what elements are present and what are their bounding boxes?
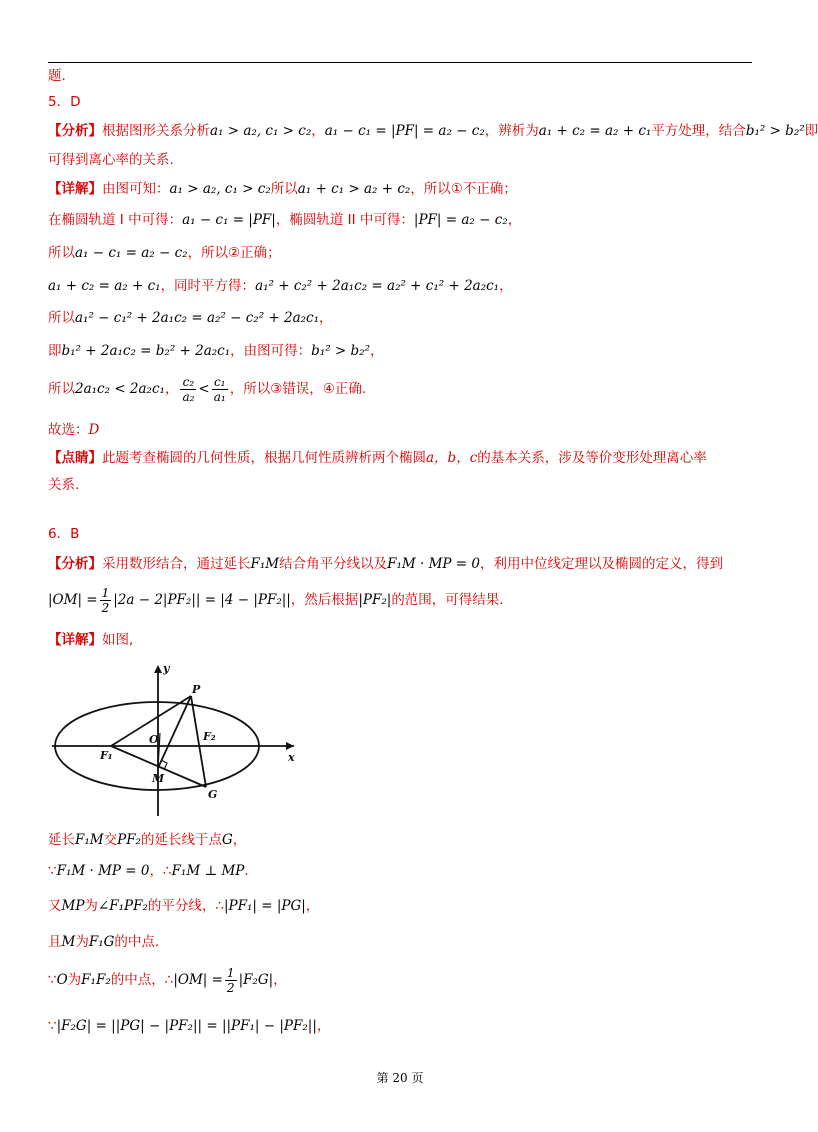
- text: ，辨析为: [484, 123, 539, 139]
- text: ，: [232, 832, 247, 848]
- formula: O: [56, 972, 68, 988]
- formula: F₁M · MP = 0: [387, 556, 480, 572]
- formula: MP: [61, 898, 85, 914]
- formula: a₁² + c₂² + 2a₁c₂ = a₂² + c₁² + 2a₂c₁: [255, 278, 500, 294]
- detail-tag: 【详解】: [48, 181, 102, 197]
- text: ，所以①不正确；: [410, 181, 517, 197]
- analysis-tag: 【分析】: [48, 556, 102, 572]
- text: 的范围，可得结果.: [391, 592, 504, 608]
- text: 所以: [270, 181, 298, 197]
- formula: a₁ − c₁ = |PF| = a₂ − c₂: [324, 123, 485, 139]
- text: 平方处理，结合: [651, 123, 746, 139]
- formula: a₁ + c₂ = a₂ + c₁: [48, 278, 161, 294]
- q5-heading: 5．D: [48, 94, 81, 110]
- text: 在椭圆轨道 I 中可得：: [48, 212, 183, 228]
- formula: a₁ + c₁ > a₂ + c₂: [297, 181, 411, 197]
- text: ，: [305, 898, 320, 914]
- text: ∵: [48, 1018, 57, 1034]
- q6-heading: 6．B: [48, 526, 80, 542]
- text: ∵: [48, 972, 57, 988]
- text: 即: [804, 123, 818, 139]
- text: ，: [164, 381, 179, 397]
- text: ，∴: [149, 863, 172, 879]
- text: ，: [499, 278, 513, 294]
- text: 交: [103, 832, 118, 848]
- denominator: a₁: [213, 389, 226, 404]
- page-number: 第 20 页: [376, 1071, 424, 1085]
- formula: a₁ − c₁ = a₂ − c₂: [75, 245, 188, 261]
- formula: F₁M: [75, 832, 104, 848]
- text: ，椭圆轨道 II 中可得：: [275, 212, 414, 228]
- text: 即: [48, 343, 62, 359]
- text: 的平分线，∴: [147, 898, 224, 914]
- text: ，: [370, 343, 384, 359]
- label-x: x: [288, 751, 295, 764]
- q6-step6: [48, 1016, 330, 1036]
- detail-tag: 【详解】: [48, 632, 102, 648]
- label-P: P: [192, 683, 201, 696]
- x-axis-arrow: [286, 742, 294, 750]
- formula: a₁ > a₂, c₁ > c₂: [169, 181, 271, 197]
- text: 所以: [48, 381, 75, 397]
- formula: a₁² − c₁² + 2a₁c₂ = a₂² − c₂² + 2a₂c₁: [75, 310, 320, 326]
- text: 根据图形关系分析: [102, 123, 210, 139]
- text: ，所以②正确；: [187, 245, 281, 261]
- formula: |PF₁| = |PG|: [223, 898, 306, 914]
- numerator: c₂: [180, 375, 196, 390]
- label-O: O: [149, 733, 159, 746]
- q5-detail-line7: [48, 374, 366, 404]
- formula: |F₂G| = ||PG| − |PF₂|| = ||PF₁| − |PF₂||: [56, 1018, 317, 1034]
- text: ，同时平方得：: [160, 278, 256, 294]
- label-F1: F₁: [100, 749, 113, 762]
- previous-fragment: 题.: [48, 68, 66, 84]
- formula: F₁F₂: [81, 972, 111, 988]
- formula: |PF₂|: [358, 592, 392, 608]
- analysis-tag: 【分析】: [48, 123, 102, 139]
- text: 所以: [48, 310, 75, 326]
- y-axis-arrow: [154, 665, 162, 673]
- formula: |2a − 2|PF₂|| = |4 − |PF₂||: [113, 592, 291, 608]
- q6-analysis-line2: [48, 585, 504, 615]
- label-y: y: [163, 662, 170, 675]
- formula: b₁² > b₂²: [311, 343, 370, 359]
- text: ，利用中位线定理以及椭圆的定义，得到: [479, 556, 723, 572]
- q5-choice: [48, 420, 99, 440]
- formula: b₁² > b₂²: [745, 123, 805, 139]
- denominator: 2: [101, 600, 110, 615]
- formula: ∠F₁PF₂: [97, 898, 148, 914]
- text: 采用数形结合，通过延长: [102, 556, 251, 572]
- formula: |OM| =: [48, 592, 98, 608]
- formula: |PF| = a₂ − c₂: [413, 212, 508, 228]
- text: 延长: [48, 832, 75, 848]
- q6-step4: [48, 932, 159, 952]
- text: 结合角平分线以及: [279, 556, 388, 572]
- formula: F₁M · MP = 0: [56, 863, 150, 879]
- numerator: 1: [226, 965, 235, 980]
- text: ，: [273, 972, 287, 988]
- formula: a₁ > a₂, c₁ > c₂: [210, 123, 312, 139]
- text: 为: [75, 934, 89, 950]
- text: ，: [319, 310, 333, 326]
- text: 且: [48, 934, 62, 950]
- q6-step2: [48, 861, 249, 881]
- q5-detail-line2: [48, 210, 521, 230]
- text: ，然后根据: [290, 592, 359, 608]
- q5-comment-line2: 关系.: [48, 477, 80, 493]
- text: ，: [316, 1018, 331, 1034]
- text: 由图可知：: [102, 181, 170, 197]
- text: 此题考查椭圆的几何性质，根据几何性质辨析两个椭圆: [102, 450, 426, 466]
- text: .: [244, 863, 249, 879]
- text: 为: [67, 972, 82, 988]
- formula: a₁ + c₂ = a₂ + c₁: [538, 123, 652, 139]
- fraction: [100, 586, 112, 615]
- q6-analysis-line1: [48, 554, 723, 574]
- q5-detail-line4: [48, 276, 513, 296]
- formula: a₁ − c₁ = |PF|: [182, 212, 276, 228]
- formula: M: [61, 934, 76, 950]
- text: 的中点.: [114, 934, 160, 950]
- formula: b₁² + 2a₁c₂ = b₂² + 2a₂c₁: [61, 343, 231, 359]
- text: 为: [84, 898, 98, 914]
- denominator: a₂: [182, 389, 195, 404]
- text: 又: [48, 898, 62, 914]
- q5-comment-line1: [48, 448, 707, 468]
- q6-detail-line: [48, 630, 133, 650]
- text: ，: [507, 212, 522, 228]
- formula: PF₂: [117, 832, 141, 848]
- q6-step1: [48, 830, 246, 850]
- formula: G: [221, 832, 233, 848]
- q5-detail-line5: [48, 308, 333, 328]
- text: 的基本关系，涉及等价变形处理离心率: [477, 450, 707, 466]
- numerator: 1: [101, 585, 110, 600]
- text: ，所以③错误，④正确.: [229, 381, 367, 397]
- formula: a，b，c: [426, 450, 478, 466]
- q5-detail-line1: [48, 179, 517, 199]
- fraction: [212, 375, 228, 404]
- fraction: [180, 375, 196, 404]
- text: 所以: [48, 245, 75, 261]
- text: ，由图可得：: [230, 343, 312, 359]
- text: ∵: [48, 863, 57, 879]
- q6-step5: [48, 965, 287, 995]
- q5-detail-line6: [48, 341, 384, 361]
- label-G: G: [208, 788, 218, 801]
- text: 故选：: [48, 422, 89, 438]
- q5-detail-line3: [48, 243, 281, 263]
- label-F2: F₂: [203, 730, 216, 743]
- formula: 2a₁c₂ < 2a₂c₁: [75, 381, 165, 397]
- q6-step3: [48, 896, 319, 916]
- formula: <: [198, 381, 210, 397]
- comment-tag: 【点睛】: [48, 450, 102, 466]
- text: 的中点，∴: [110, 972, 174, 988]
- label-M: M: [152, 772, 165, 785]
- ellipse-figure: [48, 660, 306, 822]
- numerator: c₁: [212, 375, 228, 390]
- text: 如图,: [102, 632, 134, 648]
- formula: |OM| =: [173, 972, 223, 988]
- q5-analysis-line1: [48, 121, 818, 141]
- text: ，: [311, 123, 325, 139]
- q5-analysis-line2: 可得到离心率的关系.: [48, 152, 174, 168]
- text: 的延长线于点: [140, 832, 222, 848]
- formula: F₁M ⊥ MP: [171, 863, 245, 879]
- top-rule: [48, 62, 752, 63]
- fraction: [225, 966, 237, 995]
- formula: D: [88, 422, 100, 438]
- formula: |F₂G|: [238, 972, 274, 988]
- denominator: 2: [226, 980, 235, 995]
- formula: F₁G: [88, 934, 115, 950]
- formula: F₁M: [250, 556, 280, 572]
